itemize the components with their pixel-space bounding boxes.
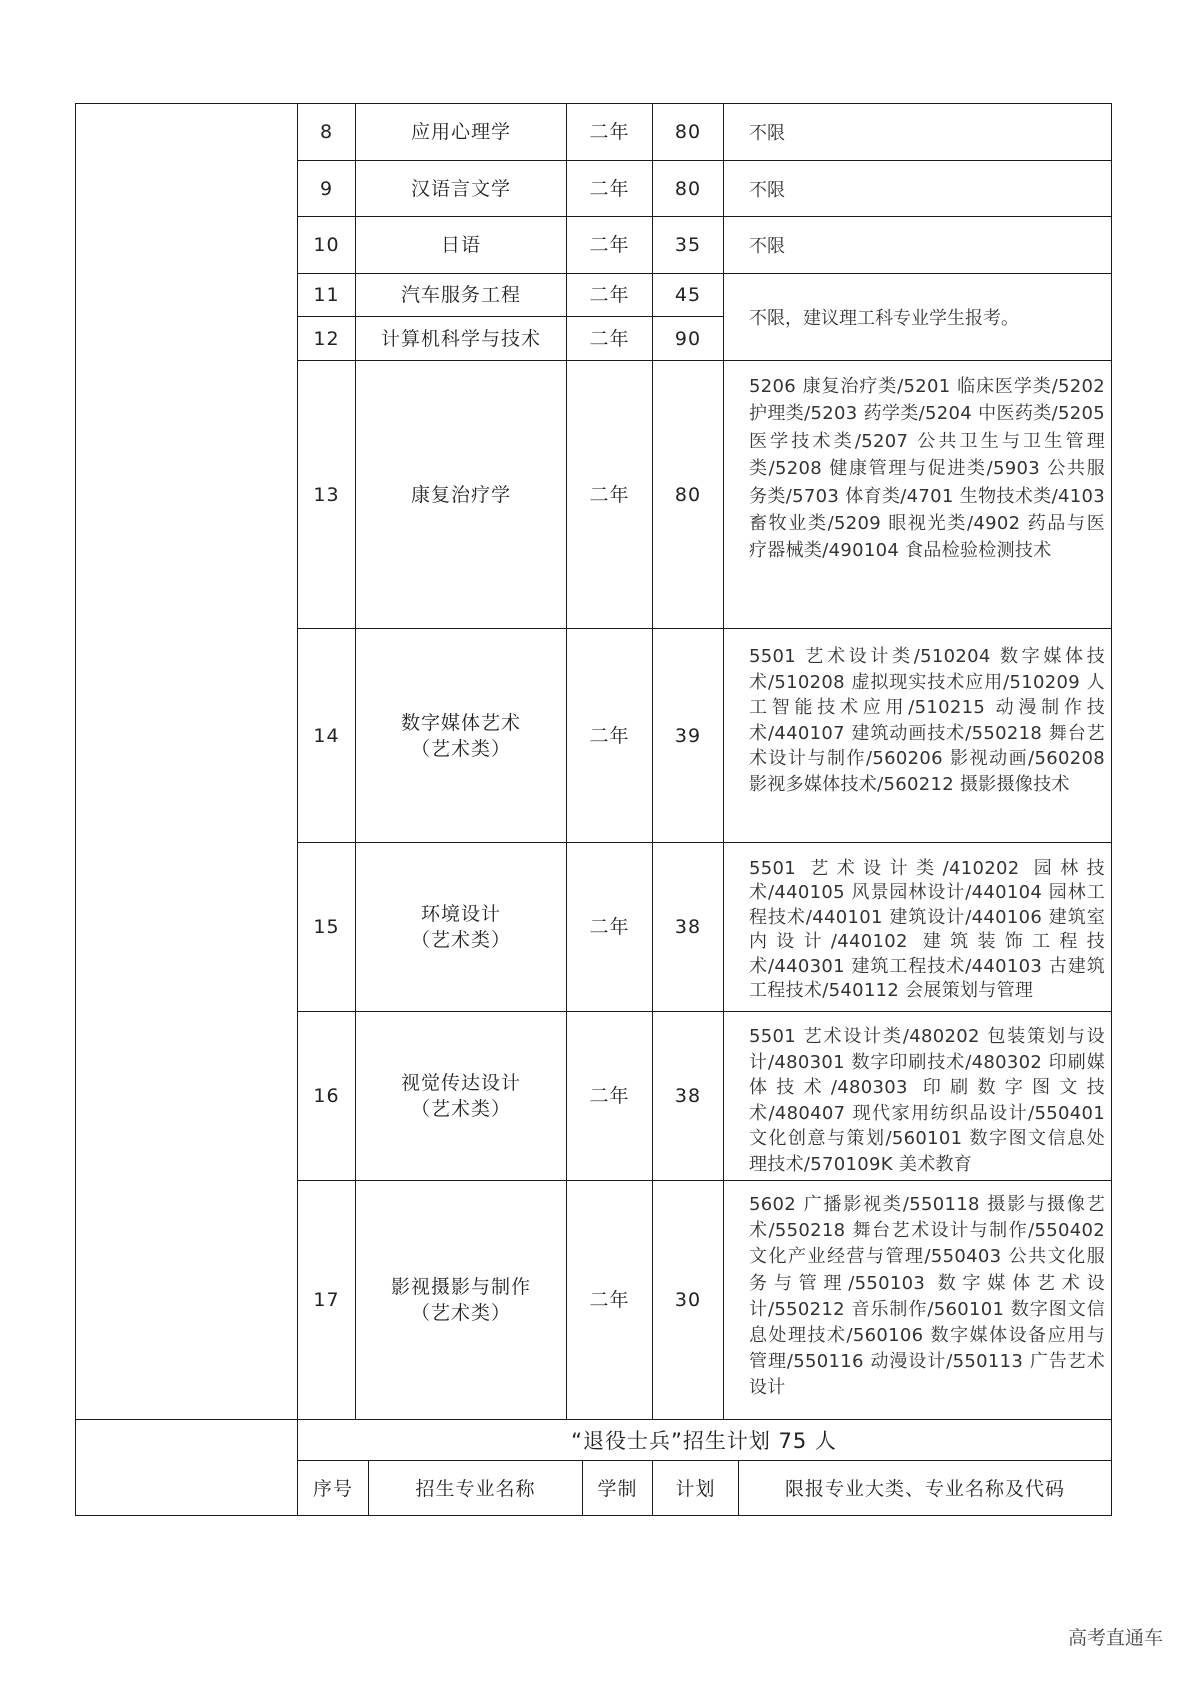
major-name: 汉语言文学	[410, 177, 511, 200]
watermark: 高考直通车	[1067, 1627, 1163, 1649]
requirement-text: 不限	[749, 236, 785, 257]
major-name: 汽车服务工程	[400, 284, 521, 306]
plan-count: 39	[674, 724, 702, 747]
major-name-cell	[356, 1012, 566, 1180]
plan-count: 45	[674, 284, 702, 306]
plan-count: 90	[674, 327, 702, 350]
plan-count: 80	[674, 177, 702, 200]
row-number: 8	[319, 121, 334, 143]
study-years: 二年	[589, 1085, 630, 1107]
row-number: 14	[313, 724, 340, 747]
plan-count: 80	[674, 121, 702, 143]
major-name: 康复治疗学	[410, 483, 511, 506]
major-name: 日语	[440, 234, 481, 256]
plan-count: 35	[674, 234, 702, 256]
major-name: 计算机科学与技术	[380, 327, 541, 350]
major-name-cell	[356, 629, 566, 842]
plan-count: 80	[674, 483, 702, 506]
major-name: 环境设计	[420, 903, 501, 925]
header-plan: 计划	[675, 1478, 716, 1500]
study-years: 二年	[589, 724, 630, 747]
study-years: 二年	[589, 121, 630, 143]
header-years: 学制	[597, 1478, 638, 1500]
plan-count: 30	[674, 1289, 702, 1311]
requirement-text: 不限，建议理工科专业学生报考。	[749, 308, 1019, 329]
major-category: （艺术类）	[410, 737, 511, 760]
plan-count: 38	[674, 916, 702, 938]
major-category: （艺术类）	[410, 1098, 511, 1120]
major-category: （艺术类）	[410, 929, 511, 951]
requirement-text: 5206 康复治疗类/5201 临床医学类/5202 护理类/5203 药学类/5204 中医药类/5205 医学技术类/5207 公共卫生与卫生管理类/5208 健康管理与促进类/5903 公共服务类/5703 体育类/4701 生物技术类/4103 畜牧业类/5209 眼视光类/4902 药品与医疗器械类/490104 食品检验检测技术	[749, 376, 1105, 562]
veteran-plan-banner: “退役士兵”招生计划 75 人	[571, 1429, 837, 1453]
study-years: 二年	[589, 916, 630, 938]
study-years: 二年	[589, 1289, 630, 1311]
study-years: 二年	[589, 234, 630, 256]
major-category: （艺术类）	[410, 1302, 511, 1324]
major-name-cell	[356, 843, 566, 1011]
header-major-name: 招生专业名称	[415, 1478, 536, 1500]
study-years: 二年	[589, 327, 630, 350]
requirement-text: 不限	[749, 179, 785, 201]
header-number: 序号	[312, 1478, 353, 1500]
row-number: 16	[313, 1085, 340, 1107]
row-number: 11	[313, 284, 340, 306]
row-number: 10	[313, 234, 340, 256]
major-name-cell	[356, 1181, 566, 1419]
requirement-text: 5501 艺术设计类/410202 园林技术/440105 风景园林设计/440104 园林工程技术/440101 建筑设计/440106 建筑室内设计/440102 建筑装饰工程技术/440301 建筑工程技术/440103 古建筑工程技术/540112 会展策划与管理	[749, 858, 1105, 1002]
row-number: 17	[313, 1289, 340, 1311]
study-years: 二年	[589, 284, 630, 306]
header-requirement: 限报专业大类、专业名称及代码	[784, 1478, 1065, 1500]
requirement-text: 不限	[749, 123, 785, 144]
requirement-text: 5501 艺术设计类/480202 包装策划与设计/480301 数字印刷技术/480302 印刷媒体技术/480303 印刷数字图文技术/480407 现代家用纺织品设计/550401 文化创意与策划/560101 数字图文信息处理技术/570109K 美术教育	[749, 1026, 1105, 1175]
row-number: 12	[313, 327, 340, 350]
row-number: 13	[313, 483, 340, 506]
major-name: 影视摄影与制作	[390, 1276, 531, 1298]
requirement-text: 5602 广播影视类/550118 摄影与摄像艺术/550218 舞台艺术设计与制作/550402 文化产业经营与管理/550403 公共文化服务与管理/550103 数字媒体艺术设计/550212 音乐制作/560101 数字图文信息处理技术/560106 数字媒体设备应用与管理/550116 动漫设计/550113 广告艺术设计	[749, 1194, 1105, 1399]
plan-count: 38	[674, 1085, 702, 1107]
study-years: 二年	[589, 177, 630, 200]
requirement-text: 5501 艺术设计类/510204 数字媒体技术/510208 虚拟现实技术应用/510209 人工智能技术应用/510215 动漫制作技术/440107 建筑动画技术/550218 舞台艺术设计与制作/560206 影视动画/560208 影视多媒体技术/560212 摄影摄像技术	[749, 646, 1105, 795]
row-number: 9	[319, 177, 334, 200]
major-name: 应用心理学	[410, 121, 511, 143]
major-name: 数字媒体艺术	[400, 711, 521, 734]
study-years: 二年	[589, 483, 630, 506]
row-number: 15	[313, 916, 340, 938]
major-name: 视觉传达设计	[400, 1072, 521, 1094]
